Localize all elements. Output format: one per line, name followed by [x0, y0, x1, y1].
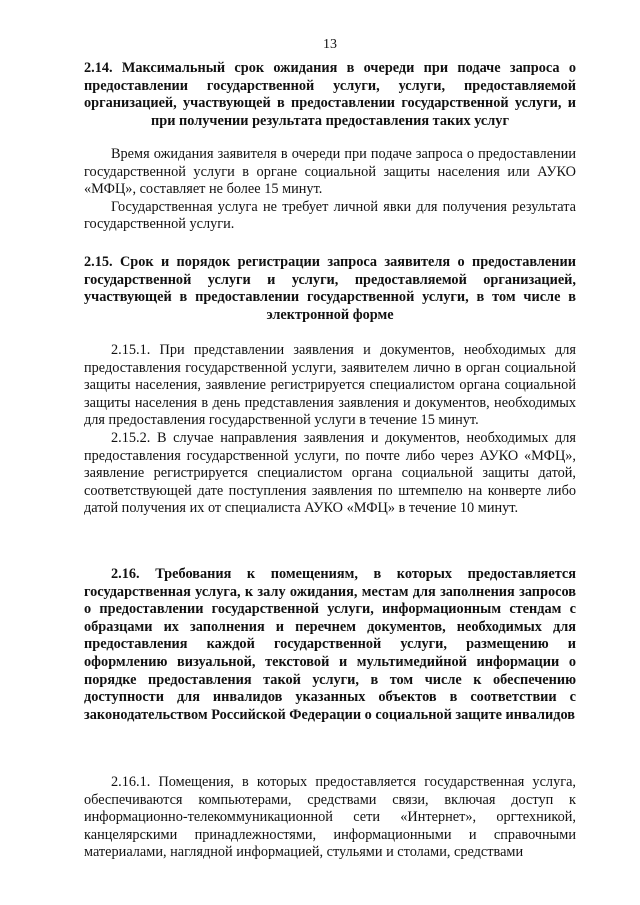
section-2-15-heading-block: [84, 254, 576, 324]
section-2-15-body: [84, 342, 576, 518]
section-2-16-body: [84, 774, 576, 862]
paragraph: Время ожидания заявителя в очереди при подаче запроса о предоставлении государственной услуги в органе социальной защиты населения или АУКО «МФЦ», составляет не более 15 минут.: [84, 146, 576, 198]
paragraph: 2.15.2. В случае направления заявления и документов, необходимых для предоставления государственной услуги, по почте либо через АУКО «МФЦ», заявление регистрируется специалистом органа социальной защиты датой, соответствующей дате поступления заявления по штемпелю на конверте либо датой получения их от специалиста АУКО «МФЦ» в течение 10 минут.: [84, 429, 576, 517]
paragraph: 2.16.1. Помещения, в которых предоставляется государственная услуга, обеспечиваются компьютерами, средствами связи, включая доступ к информационно-телекоммуникационной сети «Интернет», оргтехникой, канцелярскими принадлежностями, информационными и справочными материалами, наглядной информацией, стульями и столами, средствами: [84, 774, 576, 861]
section-heading: 2.15. Срок и порядок регистрации запроса заявителя о предоставлении государственной услуги и услуги, предоставляемой организацией, участвующей в предоставлении государственной услуги, в том числе в электронной форме: [84, 254, 576, 323]
section-2-14-heading-block: [84, 60, 576, 130]
section-heading: 2.14. Максимальный срок ожидания в очереди при подаче запроса о предоставлении государственной услуги, услуги, предоставляемой организацией, участвующей в предоставлении государственной услуги, и при получении результата предоставления таких услуг: [84, 60, 576, 129]
section-heading: 2.16. Требования к помещениям, в которых предоставляется государственная услуга, к залу ожидания, местам для заполнения запросов о предоставлении государственной услуги, информационным стендам с образцами их заполнения и перечнем документов, необходимых для предоставления каждой государственной услуги, размещению и оформлению визуальной, текстовой и мультимедийной информации о порядке предоставления такой услуги, в том числе к обеспечению доступности для инвалидов указанных объектов в соответствии с законодательством Российской Федерации о социальной защите инвалидов: [84, 566, 576, 723]
paragraph: 2.15.1. При представлении заявления и документов, необходимых для предоставления государственной услуги, заявителем лично в орган социальной защиты населения, заявление регистрируется специалистом органа социальной защиты населения в день представления заявления и документов, необходимых для предоставления государственной услуги в течение 15 минут.: [84, 342, 576, 429]
paragraph: Государственная услуга не требует личной явки для получения результата государственной услуги.: [84, 198, 576, 233]
section-2-16-heading-block: [84, 566, 576, 724]
section-2-14-body: [84, 146, 576, 234]
page-number: 13: [323, 37, 337, 52]
